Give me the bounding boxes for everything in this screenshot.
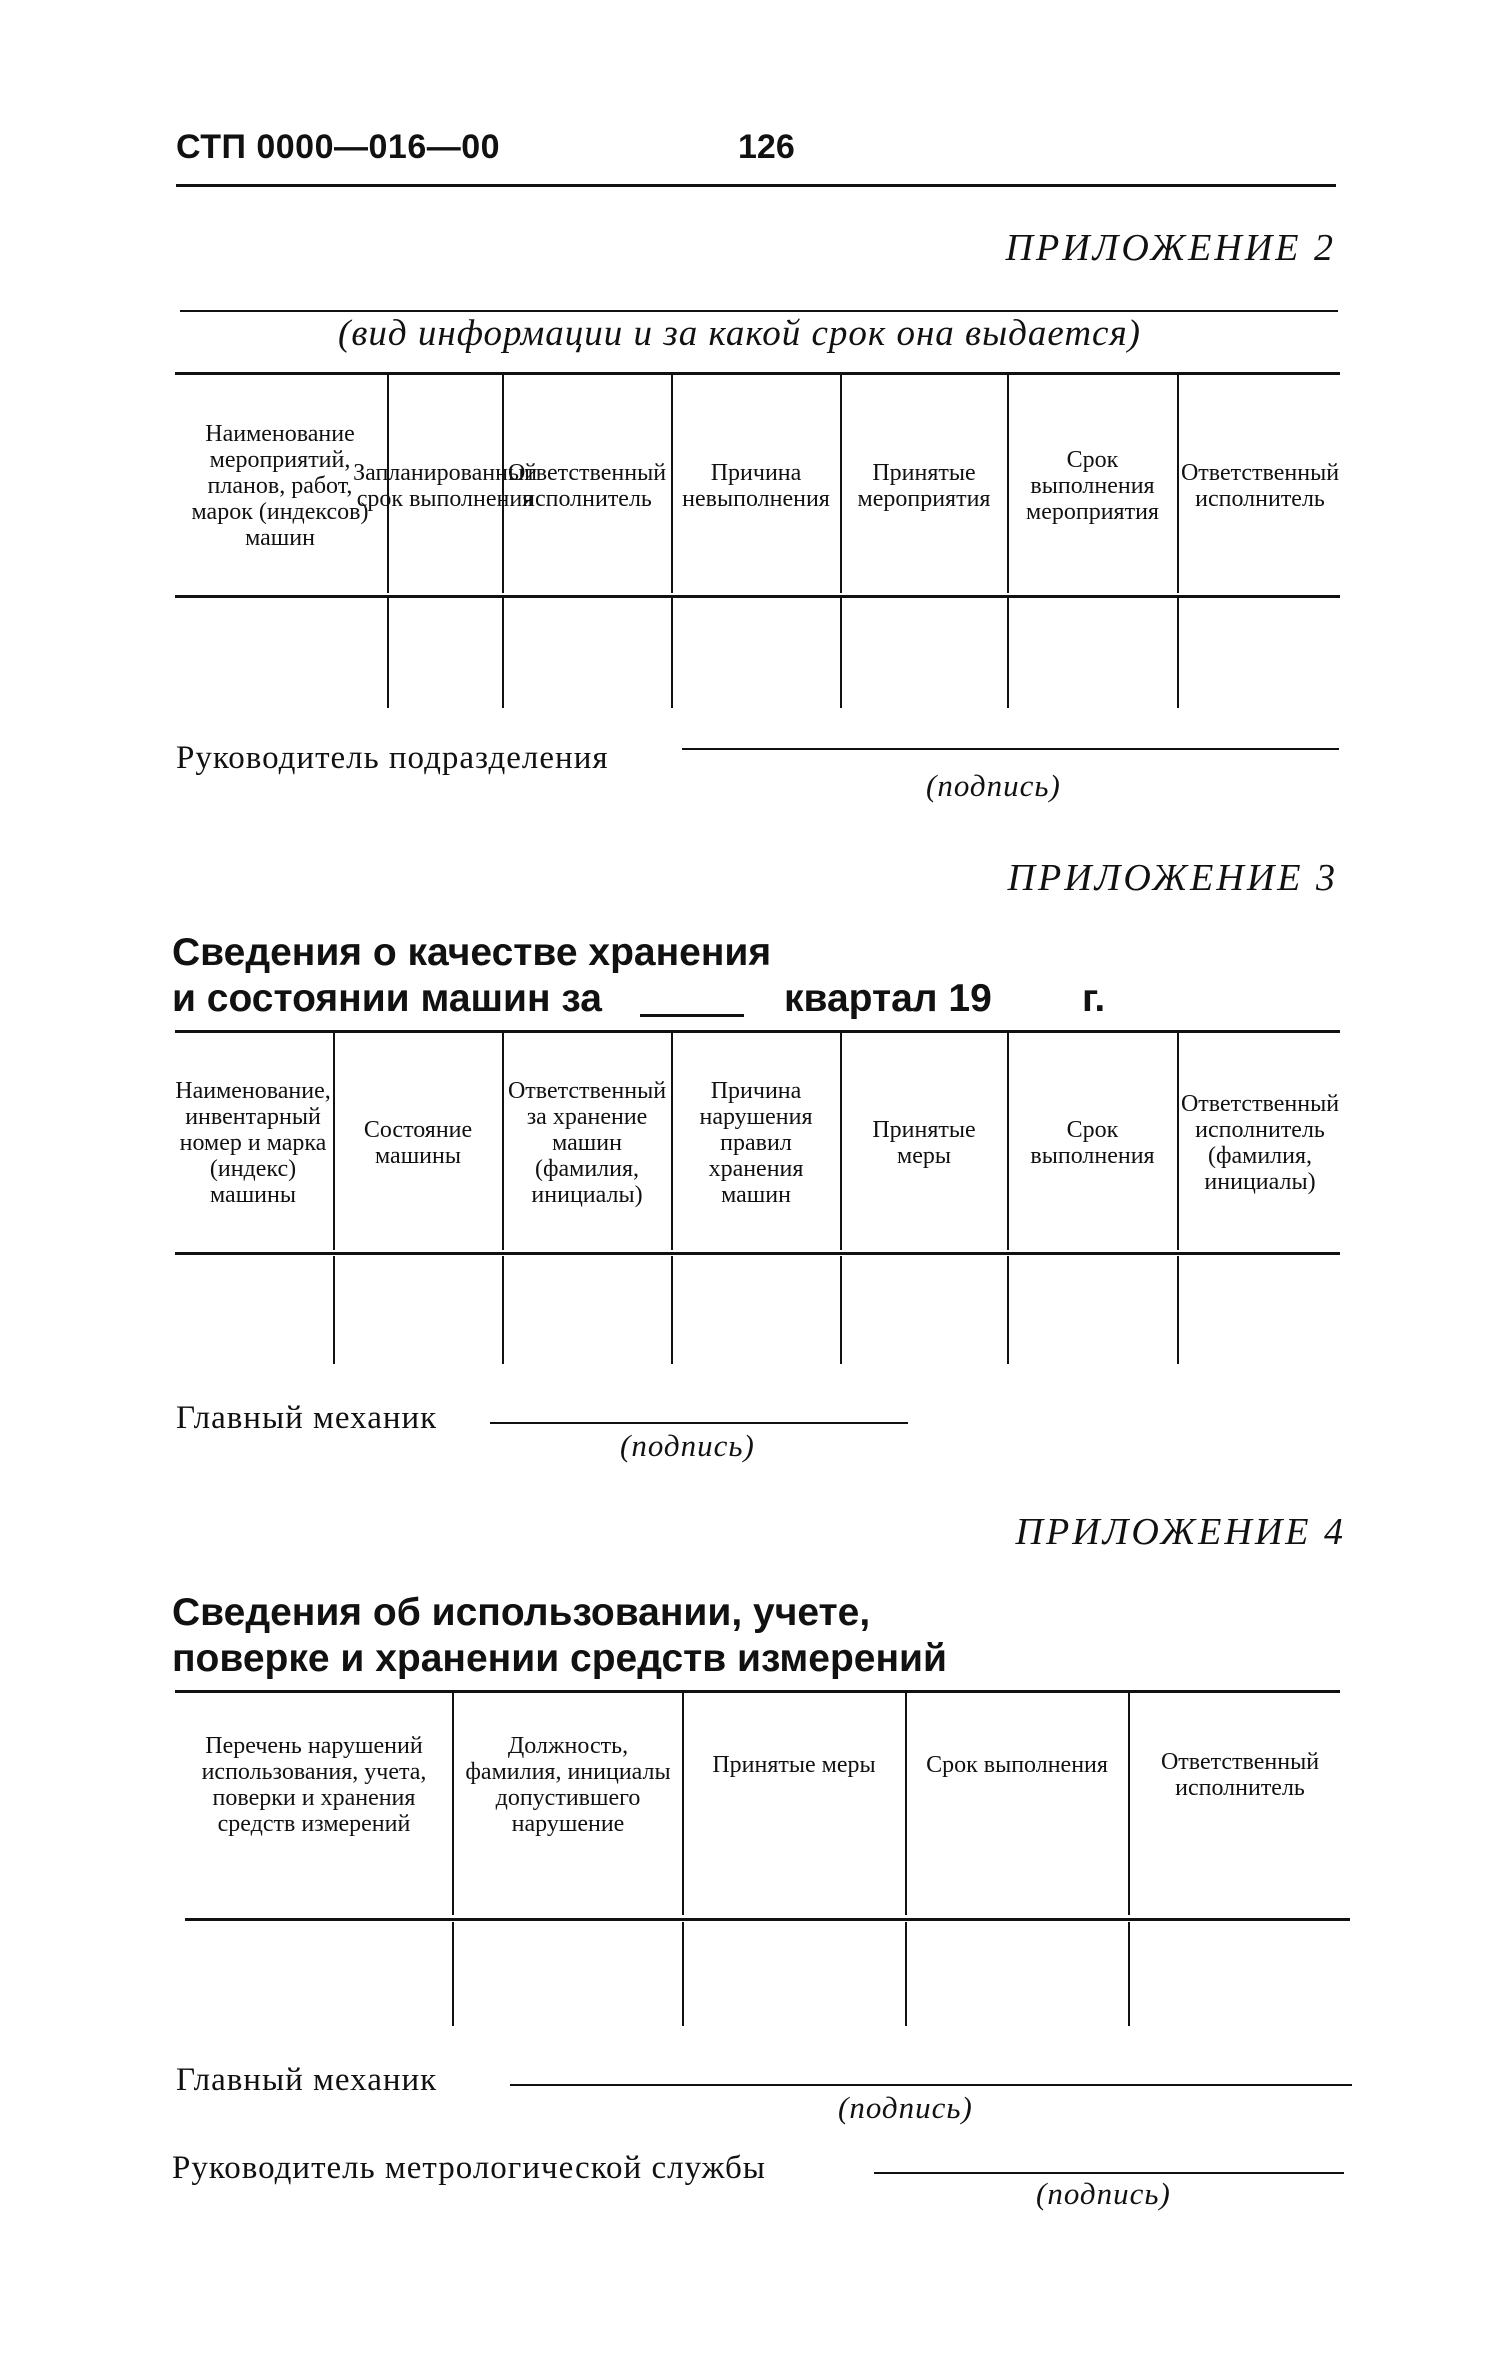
column-header: Причина нарушения правил хранения машин (699, 1078, 813, 1208)
table-header-bottom-rule (175, 595, 1340, 598)
appendix-4-title-line1: Сведения об использовании, учете, (172, 1591, 871, 1634)
column-header: Наименование, инвентарный номер и марка (индекс) машины (175, 1078, 331, 1208)
signature-line (874, 2172, 1344, 2174)
column-header: Ответственный исполнитель (фамилия, инициалы) (1180, 1091, 1340, 1195)
table-header-bottom-rule (175, 1252, 1340, 1255)
column-header: Срок выполнения мероприятия (1026, 446, 1159, 525)
column-header: Состояние машины (363, 1117, 473, 1169)
table-top-rule (175, 372, 1340, 375)
column-header: Принятые меры (712, 1752, 876, 1778)
column-header: Ответственный исполнитель (1180, 459, 1340, 512)
table-top-rule (175, 1690, 1340, 1693)
appendix-3-signature-caption: (подпись) (620, 1428, 755, 1463)
column-header: Ответственный за хранение машин (фамилия, инициалы) (507, 1078, 667, 1208)
appendix-3-title-line2b: квартал 19 (784, 977, 992, 1020)
appendix-2-signature-label: Руководитель подразделения (176, 740, 609, 776)
appendix-3-label: ПРИЛОЖЕНИЕ 3 (1007, 857, 1338, 899)
column-header: Срок выполнения (1030, 1117, 1155, 1169)
appendix-3-signature-label: Главный механик (176, 1400, 438, 1436)
appendix-4-signature1-caption: (подпись) (838, 2090, 973, 2125)
column-header: Наименование мероприятий, планов, работ, марок (индексов) машин (191, 420, 369, 551)
appendix-3-title-line2c: г. (1082, 977, 1106, 1020)
table-top-rule (175, 1030, 1340, 1033)
signature-line (510, 2084, 1352, 2086)
appendix-2-subtitle: (вид информации и за какой срок она выдается) (338, 313, 1141, 354)
appendix-2-label: ПРИЛОЖЕНИЕ 2 (1005, 227, 1336, 269)
appendix-3-title-line1: Сведения о качестве хранения (172, 931, 772, 974)
column-header: Срок выполнения (926, 1752, 1108, 1778)
header-rule (176, 184, 1336, 187)
column-header: Должность, фамилия, инициалы допустившего нарушение (465, 1733, 671, 1837)
page-number: 126 (738, 128, 795, 166)
appendix-4-signature2-caption: (подпись) (1036, 2176, 1171, 2211)
column-header: Принятые мероприятия (857, 459, 991, 512)
column-header: Запланированный срок выполнения (353, 459, 537, 512)
column-header: Ответственный исполнитель (1160, 1749, 1320, 1801)
column-header: Ответственный исполнитель (507, 459, 667, 512)
appendix-3-title-line2a: и состоянии машин за (172, 977, 602, 1020)
column-header: Перечень нарушений использования, учета, поверки и хранения средств измерений (201, 1733, 427, 1837)
document-code: СТП 0000—016—00 (176, 128, 501, 166)
signature-line (682, 748, 1339, 750)
appendix-4-signature1-label: Главный механик (176, 2062, 438, 2098)
table-header-bottom-rule (185, 1918, 1350, 1921)
column-header: Причина невыполнения (682, 459, 830, 512)
signature-line (490, 1422, 908, 1424)
quarter-blank (640, 1014, 744, 1017)
column-header: Принятые меры (872, 1117, 976, 1169)
appendix-4-title-line2: поверке и хранении средств измерений (172, 1637, 947, 1680)
appendix-4-label: ПРИЛОЖЕНИЕ 4 (1015, 1511, 1346, 1553)
appendix-2-signature-caption: (подпись) (926, 768, 1061, 803)
appendix-4-signature2-label: Руководитель метрологической службы (172, 2150, 766, 2186)
